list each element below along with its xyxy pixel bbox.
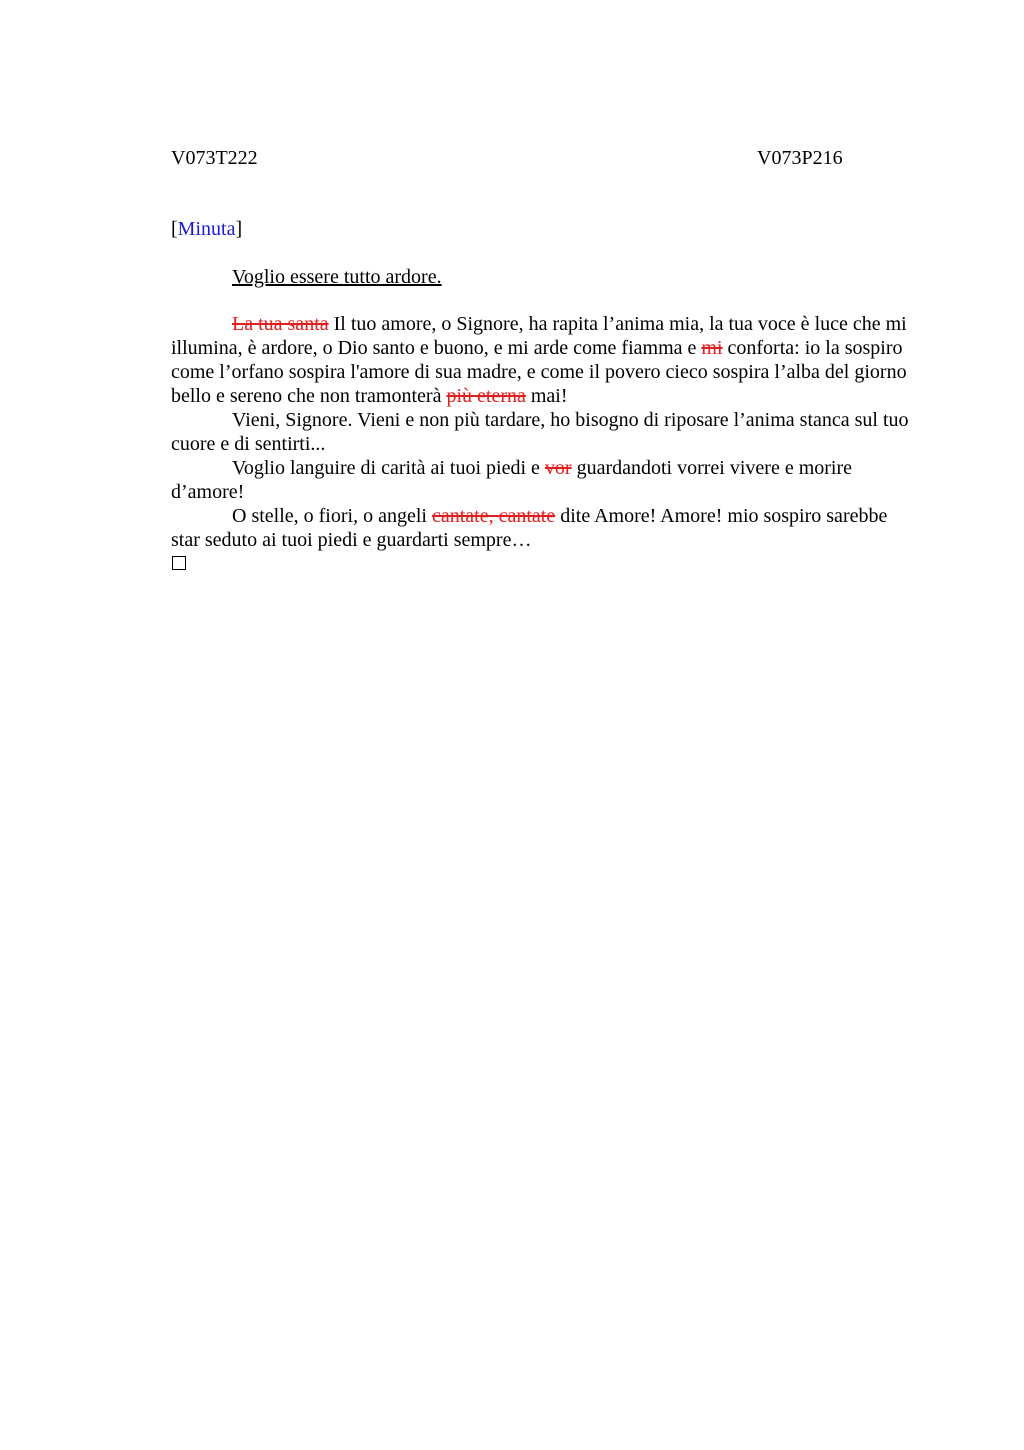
document-header [171, 146, 916, 170]
paragraph-text: Vieni, Signore. Vieni e non più tardare, ho bisogno di riposare l’anima stanca sul tuo cuore e di sentirti... [171, 409, 909, 455]
document-title: Voglio essere tutto ardore. [232, 266, 442, 288]
paragraph-3 [171, 456, 916, 504]
paragraph-text: Voglio languire di carità ai tuoi piedi e [232, 457, 545, 479]
end-marker [171, 552, 916, 576]
header-right-code: V073P216 [757, 147, 843, 169]
deleted-text: cantate, cantate [431, 505, 556, 527]
paragraph-text: O stelle, o fiori, o angeli [232, 505, 432, 527]
document-body [171, 312, 916, 576]
deleted-text: vor [544, 457, 572, 479]
paragraph-text: guardandoti vorrei vivere e morire d’amore! [171, 457, 853, 503]
paragraph-text: dite Amore! Amore! mio sospiro sarebbe star seduto ai tuoi piedi e guardarti sempre… [171, 505, 888, 551]
paragraph-text: Il tuo amore, o Signore, ha rapita l’anima mia, la tua voce è luce che mi illumina, è ardore, o Dio santo e buono, e mi arde come fiamma e [171, 313, 907, 359]
minuta-close-bracket: ] [235, 218, 243, 240]
deleted-text: La tua santa [232, 313, 329, 335]
minuta-open-bracket: [ [171, 218, 178, 240]
paragraph-text: conforta: io la sospiro come l’orfano sospira l'amore di sua madre, e come il povero cieco sospira l’alba del giorno bello e sereno che non tramonterà [171, 337, 907, 407]
minuta-label [171, 217, 242, 241]
paragraph-4 [171, 504, 916, 552]
minuta-word: Minuta [177, 218, 236, 240]
paragraph-2 [171, 408, 916, 456]
deleted-text: mi [701, 337, 723, 359]
deleted-text: più eterna [446, 385, 526, 407]
paragraph-1 [171, 312, 916, 408]
header-left-code: V073T222 [171, 147, 258, 169]
paragraph-text: mai! [525, 385, 568, 407]
end-square-icon [172, 556, 186, 570]
